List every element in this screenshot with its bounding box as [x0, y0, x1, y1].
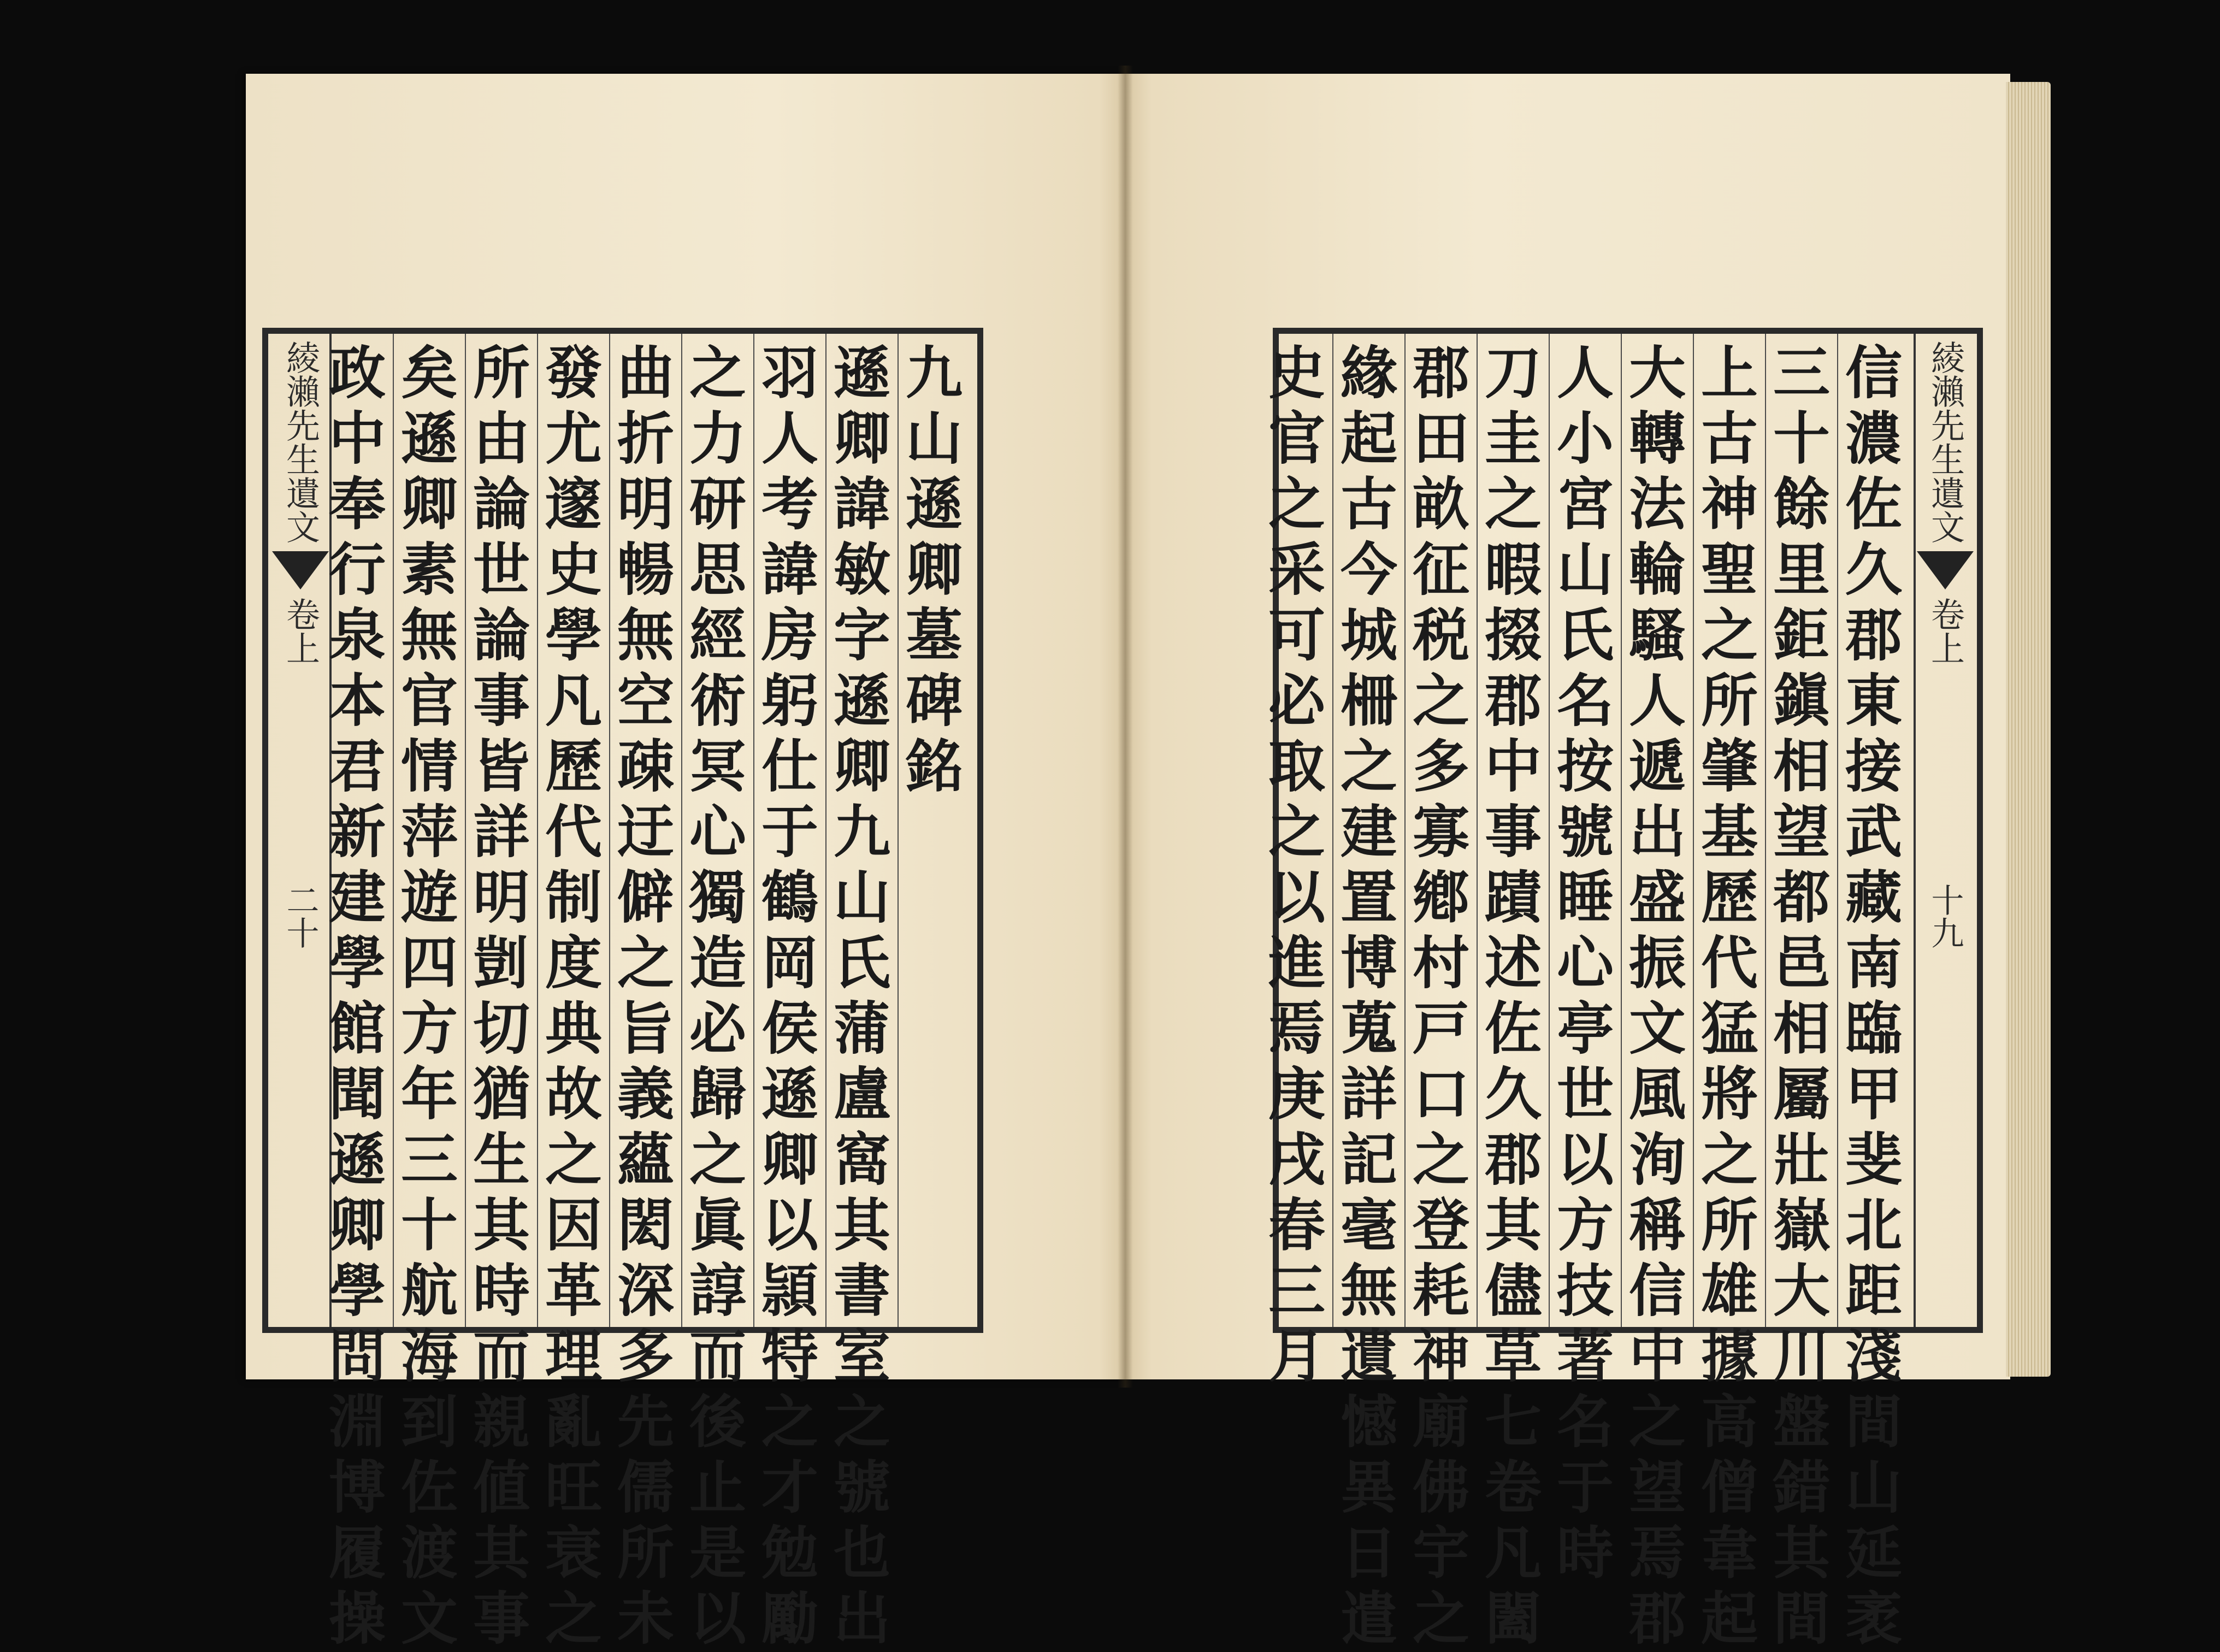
column-rule — [1404, 334, 1406, 1327]
left-margin-title: 綾瀨先生遺文 — [280, 340, 321, 544]
left-hanshin — [271, 340, 329, 949]
page-edges — [2006, 82, 2051, 1377]
fishtail-mark — [272, 551, 329, 589]
column-rule — [1332, 334, 1333, 1327]
column-rule — [465, 334, 466, 1327]
column-rule — [681, 334, 682, 1327]
text-column: 上 古 神 聖 之 所 肇 基 歷 代 猛 將 之 所 雄 據 高 僧 韋 起 — [1701, 339, 1758, 1652]
text-column: 曲 折 明 暢 無 空 疎 迂 僻 之 旨 義 蘊 閎 深 多 先 儒 所 未 — [617, 339, 674, 1652]
text-column: 郡 田 畝 征 税 之 多 寡 鄕 村 戸 口 之 登 耗 神 廟 佛 宇 之 — [1412, 339, 1469, 1652]
text-column: 發 尤 邃 史 學 凡 歷 代 制 度 典 故 之 因 革 理 亂 旺 衰 之 — [545, 339, 602, 1652]
column-rule — [1765, 334, 1766, 1327]
column-rule — [898, 334, 899, 1327]
column-rule — [753, 334, 754, 1327]
column-rule — [1477, 334, 1478, 1327]
text-column: 人 小 宮 山 氏 名 按 號 睡 心 亭 世 以 方 技 著 名 于 時 — [1556, 339, 1614, 1586]
column-rule — [825, 334, 826, 1327]
text-column: 政 中 奉 行 泉 本 君 新 建 學 館 聞 遜 卿 學 問 淵 博 履 操 — [328, 339, 386, 1652]
text-column: 刀 圭 之 暇 掇 郡 中 事 蹟 述 佐 久 郡 其 儘 草 七 卷 凡 闔 — [1484, 339, 1542, 1652]
right-hanshin — [1916, 340, 1974, 949]
fishtail-mark — [1917, 551, 1974, 589]
left-text-frame — [262, 328, 983, 1652]
text-column: 遜 卿 諱 敏 字 遜 卿 九 山 氏 蒲 盧 窩 其 書 室 之 號 也 出 — [833, 339, 890, 1652]
text-column: 三 十 餘 里 鉅 鎭 相 望 都 邑 相 屬 壯 嶽 大 川 盤 錯 其 間 — [1773, 339, 1830, 1652]
column-rule — [1914, 334, 1916, 1327]
right-leaf-number: 十九 — [1926, 883, 1964, 949]
text-column: 之 力 研 思 經 術 冥 心 獨 造 必 歸 之 眞 諄 而 後 止 是 以 — [689, 339, 746, 1652]
column-rule — [1621, 334, 1622, 1327]
text-column: 緣 起 古 今 城 柵 之 建 置 博 蒐 詳 記 毫 無 遺 憾 異 日 遣 — [1340, 339, 1397, 1652]
text-column: 羽 人 考 諱 房 躬 仕 于 鶴 岡 侯 遜 卿 以 頴 特 之 才 勉 勵 — [761, 339, 818, 1652]
column-rule — [609, 334, 610, 1327]
text-column: 信 濃 佐 久 郡 東 接 武 藏 南 臨 甲 斐 北 距 淺 間 山 延 袤 — [1845, 339, 1902, 1652]
text-column: 矣 遜 卿 素 無 官 情 萍 遊 四 方 年 三 十 航 海 到 佐 渡 文 — [400, 339, 458, 1652]
left-leaf-number: 二十 — [281, 883, 320, 949]
column-rule — [1693, 334, 1694, 1327]
column-rule — [537, 334, 538, 1327]
right-text-frame — [1268, 328, 1983, 1652]
book-gutter — [1118, 66, 1133, 1388]
text-column: 史 官 之 采 可 必 取 之 以 進 焉 庚 戌 春 三 月 — [1268, 339, 1325, 1390]
text-column: 九 山 遜 卿 墓 碑 銘 — [905, 339, 963, 800]
right-margin-title: 綾瀨先生遺文 — [1925, 340, 1965, 544]
text-column: 所 由 論 世 論 事 皆 詳 明 剴 切 猶 生 其 時 而 親 値 其 事 — [473, 339, 530, 1652]
left-volume: 卷上 — [280, 597, 321, 665]
column-rule — [393, 334, 394, 1327]
right-volume: 卷上 — [1925, 597, 1965, 665]
column-rule — [1837, 334, 1838, 1327]
column-rule — [1549, 334, 1550, 1327]
text-column: 大 轉 法 輪 騷 人 遞 出 盛 振 文 風 洵 稱 信 中 之 望 焉 郡 — [1628, 339, 1686, 1652]
